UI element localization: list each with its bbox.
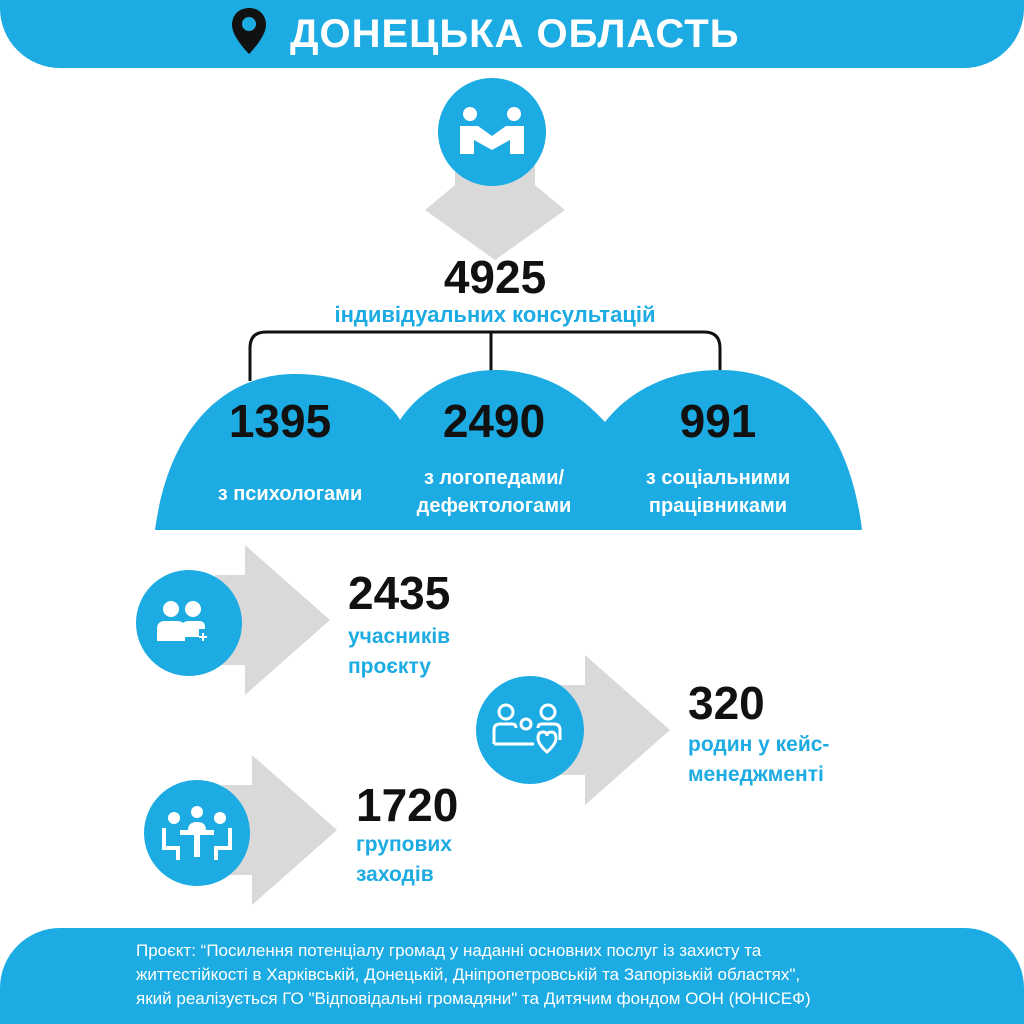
families-value: 320 bbox=[688, 677, 765, 729]
map-pin-icon bbox=[230, 6, 268, 56]
participants-value: 2435 bbox=[348, 567, 451, 619]
psychologists-value: 1395 bbox=[228, 395, 332, 447]
families-label: родин у кейс- менеджменті bbox=[688, 733, 830, 786]
family-heart-icon bbox=[490, 700, 570, 760]
speech-therapists-label: з логопедами/ дефектологами bbox=[416, 467, 572, 517]
social-workers-value: 991 bbox=[679, 395, 757, 447]
total-value: 4925 bbox=[443, 251, 547, 303]
social-workers-label: з соціальними працівниками bbox=[645, 467, 791, 517]
add-user-icon bbox=[155, 597, 225, 647]
speech-therapists-value: 2490 bbox=[442, 395, 546, 447]
group-meeting-icon bbox=[158, 804, 236, 862]
participants-label: учасників проєкту bbox=[348, 625, 451, 678]
page-title: ДОНЕЦЬКА ОБЛАСТЬ bbox=[290, 12, 740, 56]
project-description: Проєкт: “Посилення потенціалу громад у наданні основних послуг із захисту та життєстійкості в Харківській, Донецькій, Дніпропетровській та Запорізькій областях", який реалізується ГО "Відповідальні громадяни" та Дитячим фондом ООН (ЮНІСЕФ) bbox=[136, 941, 811, 1008]
group-events-value: 1720 bbox=[356, 779, 459, 831]
handshake-icon bbox=[454, 104, 530, 160]
psychologists-label: з психологами bbox=[217, 483, 363, 505]
total-label: індивідуальних консультацій bbox=[334, 302, 656, 327]
group-events-label: групових заходів bbox=[356, 833, 452, 886]
